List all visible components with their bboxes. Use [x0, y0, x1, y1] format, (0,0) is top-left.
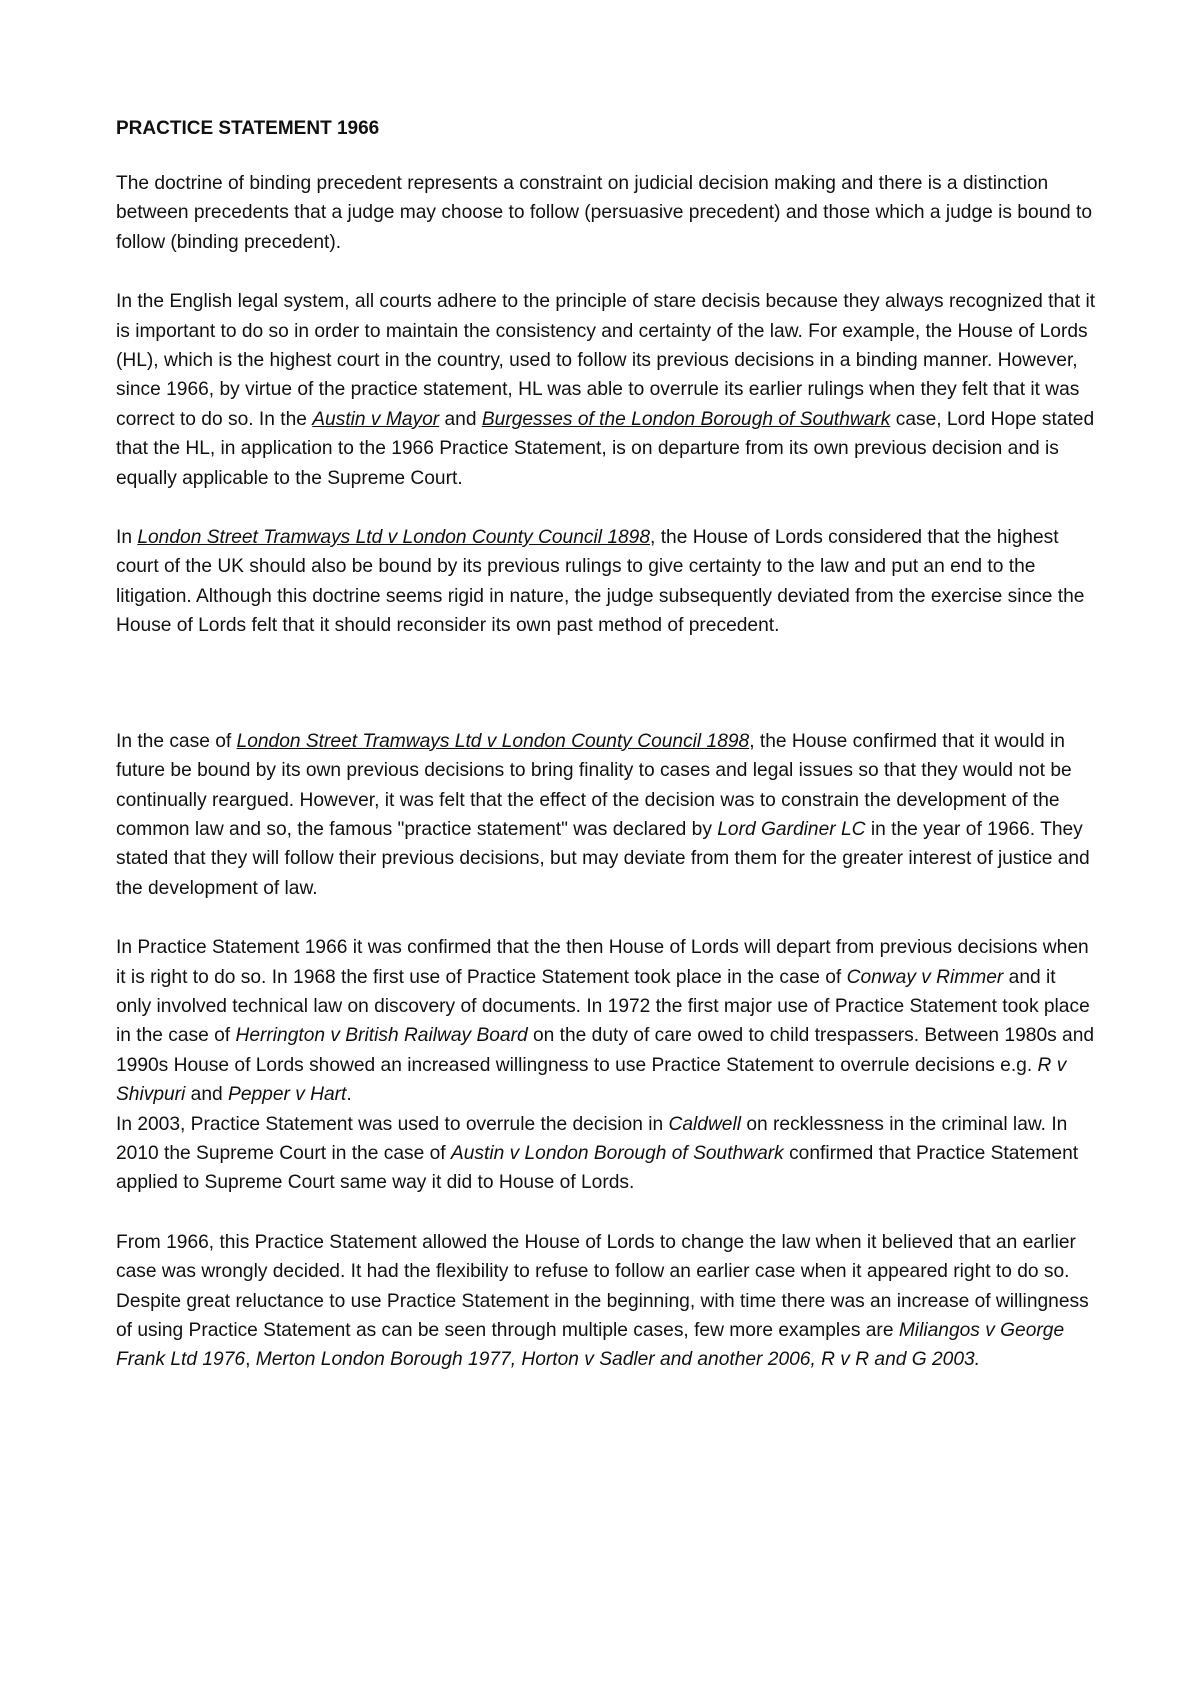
case-burgesses-southwark: Burgesses of the London Borough of Southwark [481, 408, 891, 430]
p5-text-1: In Practice Statement 1966 it was confirmed that the then House of Lords will depart from previous decisions when it is right to do so. In 1968 the first use of Practice Statement took place in the case of [116, 937, 1089, 988]
case-r-v-shivpuri: R v Shivpuri [116, 1054, 1067, 1106]
p2-text-2: and [439, 408, 482, 430]
case-austin-v-southwark: Austin v London Borough of Southwark [450, 1142, 784, 1164]
p7-text-1: From 1966, this Practice Statement allowed the House of Lords to change the law when it believed that an earlier case was wrongly decided. It had the flexibility to refuse to follow an earlier case when it appeared right to do so. Despite great reluctance to use Practice Statement in the beginning, with time there was an increase of willingness of using Practice Statement as can be seen through multiple cases, few more examples are [116, 1231, 1089, 1341]
p5-text-3: on the duty of care owed to child trespassers. Between 1980s and 1990s House of Lords showed an increased willingness to use Practice Statement to overrule decisions e.g. [116, 1025, 1095, 1076]
p2-text-1: In the English legal system, all courts adhere to the principle of stare decisis because they always recognized that it is important to do so in order to maintain the consistency and certainty of the law. For example, the House of Lords (HL), which is the highest court in the country, used to follow its previous decisions in a binding manner. However, since 1966, by virtue of the practice statement, HL was able to overrule its earlier rulings when they felt that it was correct to do so. In the [116, 291, 1096, 430]
case-pepper-v-hart: Pepper v Hart [228, 1084, 347, 1106]
p2-text-3: case, Lord Hope stated that the HL, in application to the 1966 Practice Statement, is on departure from its own previous decision and is equally applicable to the Supreme Court. [116, 408, 1095, 489]
p6-text-3: confirmed that Practice Statement applied to Supreme Court same way it did to House of Lords. [116, 1142, 1079, 1194]
case-miliangos: Miliangos v George Frank Ltd 1976 [116, 1320, 1065, 1371]
case-conway-v-rimmer: Conway v Rimmer [846, 966, 1004, 988]
case-london-tramways-2: London Street Tramways Ltd v London County Council 1898 [236, 730, 750, 752]
p4-text-1: In the case of [116, 730, 237, 752]
name-lord-gardiner: Lord Gardiner LC [717, 818, 866, 840]
paragraph-stare-decisis [116, 287, 1096, 493]
paragraph-house-confirmed [116, 727, 1096, 903]
paragraph-practice-statement-uses [116, 933, 1096, 1109]
cases-further-examples: Merton London Borough 1977, Horton v Sadler and another 2006, R v R and G 2003. [255, 1349, 981, 1371]
p4-text-3: in the year of 1966. They stated that they will follow their previous decisions, but may deviate from them for the greater interest of justice and the development of law. [116, 818, 1090, 899]
p3-text-1: In [116, 527, 138, 549]
p4-text-2: , the House confirmed that it would in future be bound by its own previous decisions to bring finality to cases and legal issues so that they would not be continually reargued. However, it was felt that the effect of the decision was to constrain the development of the common law and so, the famous "practice statement" was declared by [116, 730, 1072, 840]
case-herrington: Herrington v British Railway Board [235, 1025, 528, 1047]
paragraph-binding-precedent [116, 169, 1096, 257]
paragraph-2003-2010 [116, 1110, 1096, 1198]
p5-text-2: and it only involved technical law on discovery of documents. In 1972 the first major use of Practice Statement took place in the case of [116, 966, 1090, 1047]
p5-text-5: . [346, 1084, 352, 1106]
case-austin-v-mayor: Austin v Mayor [312, 408, 440, 430]
p6-text-2: on recklessness in the criminal law. In 2010 the Supreme Court in the case of [116, 1113, 1068, 1164]
paragraph-from-1966 [116, 1228, 1096, 1375]
p3-text-2: , the House of Lords considered that the highest court of the UK should also be bound by its previous rulings to give certainty to the law and put an end to the litigation. Although this doctrine seems rigid in nature, the judge subsequently deviated from the exercise since the House of Lords felt that it should reconsider its own past method of precedent. [116, 527, 1085, 637]
p7-text-2: , [245, 1349, 256, 1371]
document-title: PRACTICE STATEMENT 1966 [116, 118, 380, 139]
p5-text-4: and [185, 1084, 229, 1106]
case-caldwell: Caldwell [668, 1113, 741, 1135]
p6-text-1: In 2003, Practice Statement was used to overrule the decision in [116, 1113, 669, 1135]
document-page [116, 114, 1096, 1405]
paragraph-london-tramways [116, 523, 1096, 641]
case-london-tramways: London Street Tramways Ltd v London County Council 1898 [137, 527, 651, 549]
p1-text: The doctrine of binding precedent represents a constraint on judicial decision making and there is a distinction between precedents that a judge may choose to follow (persuasive precedent) and those which a judge is bound to follow (binding precedent). [116, 173, 1092, 253]
